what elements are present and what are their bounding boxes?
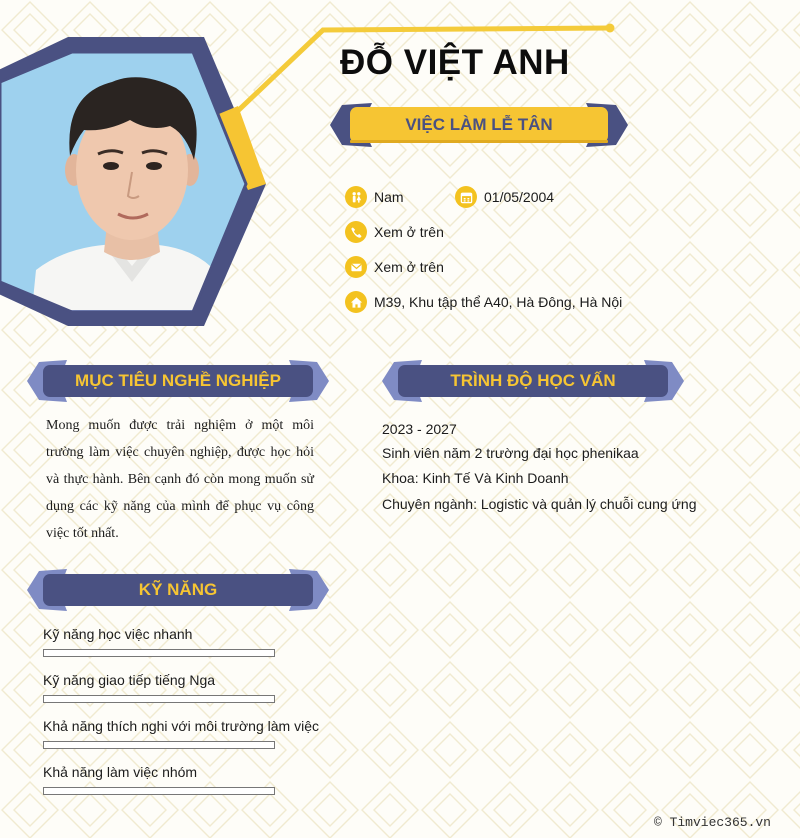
skill-bar xyxy=(43,649,275,657)
skill-bar xyxy=(43,787,275,795)
envelope-icon xyxy=(345,256,367,278)
job-title-banner xyxy=(328,97,630,153)
profile-photo xyxy=(0,34,275,330)
education-school: Sinh viên năm 2 trường đại học phenikaa xyxy=(382,445,639,461)
address-value: M39, Khu tập thể A40, Hà Đông, Hà Nội xyxy=(374,294,623,310)
education-major: Chuyên ngành: Logistic và quản lý chuỗi cung ứng xyxy=(382,496,697,512)
birthday-value: 01/05/2004 xyxy=(484,189,555,205)
candidate-name: ĐỖ VIỆT ANH xyxy=(340,43,570,82)
gender-value: Nam xyxy=(374,189,404,205)
skill-label: Khả năng làm việc nhóm xyxy=(43,764,198,780)
objective-banner xyxy=(25,359,331,403)
phone-value: Xem ở trên xyxy=(374,224,444,240)
email-row xyxy=(345,256,444,278)
gender-row xyxy=(345,186,404,208)
calendar-icon xyxy=(455,186,477,208)
job-title: VIỆC LÀM LỄ TÂN xyxy=(405,115,553,134)
email-value: Xem ở trên xyxy=(374,259,444,275)
skill-bar xyxy=(43,741,275,749)
birthday-row xyxy=(455,186,554,208)
education-years: 2023 - 2027 xyxy=(382,421,457,437)
footer-copyright: © Timviec365.vn xyxy=(653,815,771,830)
address-row xyxy=(345,291,622,313)
education-faculty: Khoa: Kinh Tế Và Kinh Doanh xyxy=(382,470,569,486)
skill-label: Khả năng thích nghi với môi trường làm việc xyxy=(43,718,319,734)
education-banner xyxy=(378,359,688,403)
phone-icon xyxy=(345,221,367,243)
skill-label: Kỹ năng giao tiếp tiếng Nga xyxy=(43,672,216,688)
objective-text: Mong muốn được trải nghiệm ở một môi trường làm việc chuyên nghiệp, được học hỏi và thực hành. Bên cạnh đó còn mong muốn sử dụng các kỹ năng của mình để phục vụ công việc tốt nhất. xyxy=(46,418,314,541)
home-icon xyxy=(345,291,367,313)
objective-title: MỤC TIÊU NGHỀ NGHIỆP xyxy=(75,371,281,390)
phone-row xyxy=(345,221,444,243)
skills-title: KỸ NĂNG xyxy=(138,580,218,599)
skills-banner xyxy=(25,568,331,612)
gender-icon xyxy=(345,186,367,208)
skill-label: Kỹ năng học việc nhanh xyxy=(43,626,193,642)
skill-bar xyxy=(43,695,275,703)
education-title: TRÌNH ĐỘ HỌC VẤN xyxy=(450,371,616,390)
